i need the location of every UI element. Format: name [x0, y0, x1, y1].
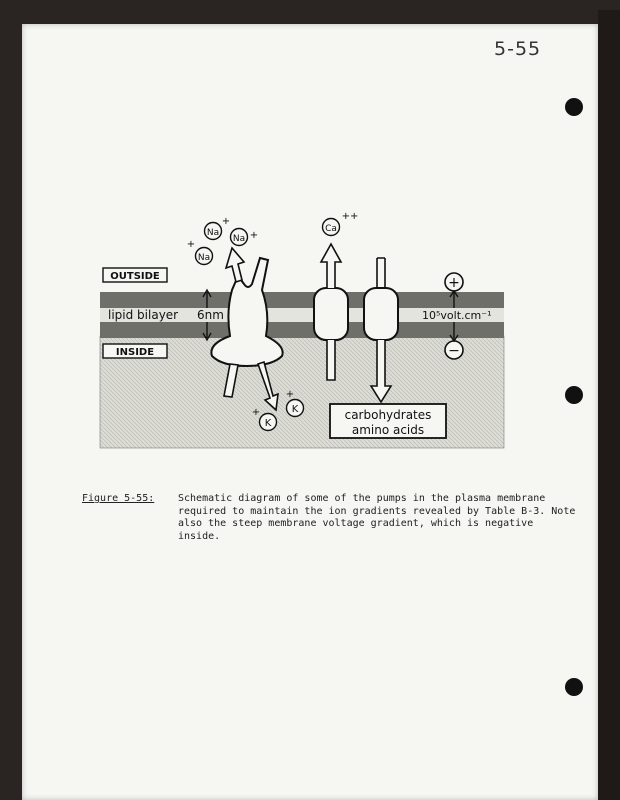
page-number: 5-55 [494, 38, 542, 60]
sodium-ion-label: Na [232, 234, 246, 244]
calcium-ion-label: Ca [325, 224, 337, 234]
potassium-charge: + [285, 389, 295, 400]
calcium-charge: ++ [341, 211, 359, 222]
potassium-charge: + [251, 407, 261, 418]
outside-label: OUTSIDE [110, 271, 160, 282]
sodium-charge: + [249, 230, 259, 241]
sodium-out-arrow [226, 248, 244, 282]
nutrient-carrier [364, 288, 398, 340]
caption-text: Schematic diagram of some of the pumps in the plasma membrane required to maintain the ion gradients revealed by Table B-3. Note also the steep membrane voltage gradient, which is negative inside. [178, 493, 576, 542]
voltage-label: 10⁵volt.cm⁻¹ [422, 309, 492, 322]
bilayer-label: lipid bilayer [108, 308, 179, 322]
sodium-charge: + [186, 239, 196, 250]
positive-sign: + [448, 275, 460, 291]
nutrient-line-1: carbohydrates [344, 408, 432, 422]
thickness-label: 6nm [197, 308, 224, 322]
potassium-ion-label: K [291, 404, 299, 415]
sodium-charge: + [221, 216, 231, 227]
potassium-ion-label: K [264, 418, 272, 429]
caption-label: Figure 5-55: [82, 493, 155, 504]
inner-leaflet [100, 322, 504, 338]
calcium-pump [314, 288, 348, 340]
sodium-ion-label: Na [206, 228, 220, 238]
outer-leaflet [100, 292, 504, 308]
nutrient-line-2: amino acids [351, 423, 425, 437]
inside-label: INSIDE [115, 347, 155, 358]
negative-sign: − [448, 343, 460, 359]
sodium-ion-label: Na [197, 253, 211, 263]
